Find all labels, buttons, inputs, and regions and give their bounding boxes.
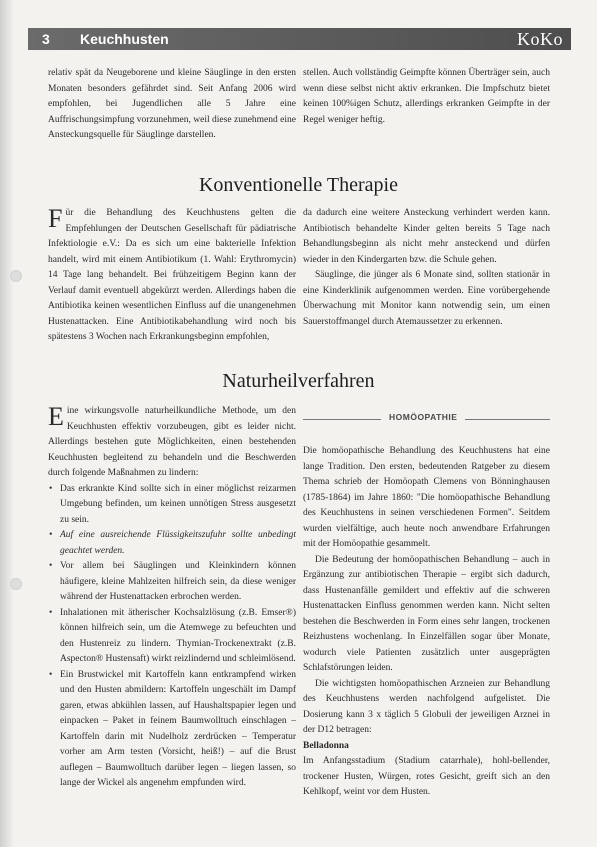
bullet-item: • Ein Brustwickel mit Kartoffeln kann entkrampfend wirken und den Husten abmildern: Kartoffeln ungeschält im Dampf garen, etwas abkühlen lassen, auf Haushaltspapier legen und einpacken – Paket in feinem Baumwolltuch einschlagen – Kartoffeln darin mit Nudelholz zerdrücken – Temperatur vorher am Arm testen (Vorsicht, heiß!) – auf die Brust auflegen – Baumwolltuch darüber legen – liegen lassen, so lange der Wickel als angenehm empfunden wird. — [58, 668, 296, 792]
bullet-item: • Vor allem bei Säuglingen und Kleinkindern können häufigere, kleine Mahlzeiten hilfreich sein, da diese weniger während der Hustenattacken erbrochen werden. — [58, 559, 296, 606]
homeopathy-box-title — [303, 412, 550, 426]
punch-hole — [10, 578, 22, 590]
homeopathy-paragraph-1: Die homöopathische Behandlung des Keuchhustens hat eine lange Tradition. Den ersten, bedeutenden Ratgeber zu diesem Thema schrieb der Homöopath Clemens von Bönninghausen (1785-1864) im Jahre 1860: "Die homöopathische Behandlung des Keuchhustens in seinen verschiedenen Formen". Seitdem wurden vielfältige, auch heute noch anwendbare Erfahrungen mit der Homöopathie gesammelt. — [303, 446, 550, 549]
remedy-name: Belladonna — [303, 740, 349, 751]
homeopathy-label: HOMÖOPATHIE — [381, 412, 465, 422]
bullet-item: • Auf eine ausreichende Flüssigkeitszufuhr sollte unbedingt geachtet werden. — [58, 528, 296, 559]
bullet-item: • Inhalationen mit ätherischer Kochsalzlösung (z.B. Emser®) können hilfreich sein, um die Atemwege zu befeuchten und den Hustenreiz zu lindern. Thymian-Trockenextrakt (z.B. Aspecton® Hustensaft) wirkt reizlindernd und schleimlösend. — [58, 606, 296, 668]
top-left-paragraph: relativ spät da Neugeborene und kleine Säuglinge in den ersten Monaten besonders gefährdet sind. Seit Anfang 2006 wird empfohlen, bei Jugendlichen alle 5 Jahre eine Auffrischungsimpfung vorzunehmen, weil diese zunehmend eine Ansteckungsquelle für Säuglinge darstellen. — [48, 68, 296, 140]
therapy-right-paragraph-2: Säuglinge, die jünger als 6 Monate sind, sollten stationär in eine Kinderklinik aufgenommen werden. Eine vorübergehende Überwachung mit Monitor kann notwendig sein, um einen Sauerstoffmangel durch Atemaussetzer zu erkennen. — [303, 270, 550, 327]
top-left-column — [48, 66, 296, 144]
natural-intro-text: ine wirkungsvolle naturheilkundliche Methode, um den Keuchhusten effektiv vorzubeugen, gibt es leider nicht. Allerdings bestehen gute Möglichkeiten, einen bestehenden Keuchhusten begleitend zu behandeln und die Beschwerden durch folgende Maßnahmen zu lindern: — [48, 406, 296, 478]
top-right-paragraph: stellen. Auch vollständig Geimpfte können Überträger sein, auch wenn diese selbst nicht aktiv erkranken. Die Impfschutz bietet keinen 100%igen Schutz, allerdings erkranken Geimpfte in der Regel weniger heftig. — [303, 68, 550, 125]
therapy-right-paragraph-1: da dadurch eine weitere Ansteckung verhindert werden kann. Antibiotisch behandelte Kinder gelten bereits 5 Tage nach Behandlungsbeginn als nicht mehr ansteckend und dürfen wieder in den Kindergarten bzw. die Schule gehen. — [303, 208, 550, 265]
homeopathy-column — [303, 444, 550, 801]
homeopathy-paragraph-3: Die wichtigsten homöopathischen Arzneien zur Behandlung des Keuchhustens werden nachfolgend aufgelistet. Die Dosierung kann 3 x täglich 5 Globuli der jeweiligen Arznei in der D12 betragen: — [303, 678, 550, 735]
drop-cap: F — [48, 204, 63, 233]
brand-logo: KoKo — [517, 29, 563, 49]
therapy-left-text: ür die Behandlung des Keuchhustens gelten die Empfehlungen der Deutschen Gesellschaft für pädiatrische Infektiologie e.V.: Da es sich um eine bakterielle Infektion handelt, wird mit einem Antibiotikum (1. Wahl: Erythromycin) 14 Tage lang behandelt. Bei frühzeitigem Beginn kann der Verlauf damit eventuell abgekürzt werden. Allerdings haben die Antibiotika keinen wesentlichen Einfluss auf die unangenehmen Hustenattacken. Eine Antibiotikabehandlung wird noch bis spätestens 3 Wochen nach Erkrankungsbeginn empfohlen, — [48, 208, 296, 342]
bullet-item: • Das erkrankte Kind sollte sich in einer möglichst reizarmen Umgebung befinden, um keinen unnötigen Stress ausgesetzt zu sein. — [58, 482, 296, 529]
homeopathy-paragraph-2: Die Bedeutung der homöopathischen Behandlung – auch in Ergänzung zur antibiotischen Therapie – ergibt sich dadurch, dass Hustenanfälle gemildert und effektiv auf die schweren Hustenattacken Einfluss genommen werden kann. Nicht selten bestehen die Beschwerden in Form eines sehr langen, trockenen Reizhustens wochenlang. In Einzelfällen sogar über Monate, wodurch viele Patienten zusätzlich unter ausgeprägten Schlafstörungen leiden. — [303, 554, 550, 673]
remedy-bullet-list — [48, 482, 296, 792]
section-heading-therapy: Konventionelle Therapie — [198, 174, 398, 196]
section-heading-natural: Naturheilverfahren — [222, 370, 375, 392]
therapy-left-paragraph — [48, 206, 296, 346]
punch-hole — [10, 270, 22, 282]
chapter-number: 3 — [42, 31, 50, 47]
chapter-title: Keuchhusten — [80, 31, 169, 47]
remedy-description: Im Anfangsstadium (Stadium catarrhale), hohl-bellender, trockener Husten, Würgen, rotes Gesicht, greift sich an den Kehlkopf, weint vor dem Husten. — [303, 756, 550, 797]
drop-cap: E — [48, 402, 64, 431]
top-right-column — [303, 66, 550, 128]
natural-left-column — [48, 404, 296, 792]
page-edge-shadow — [0, 0, 14, 847]
chapter-header-bar — [28, 28, 571, 50]
therapy-left-column — [48, 206, 296, 346]
natural-intro-paragraph — [48, 404, 296, 482]
therapy-right-column — [303, 206, 550, 330]
